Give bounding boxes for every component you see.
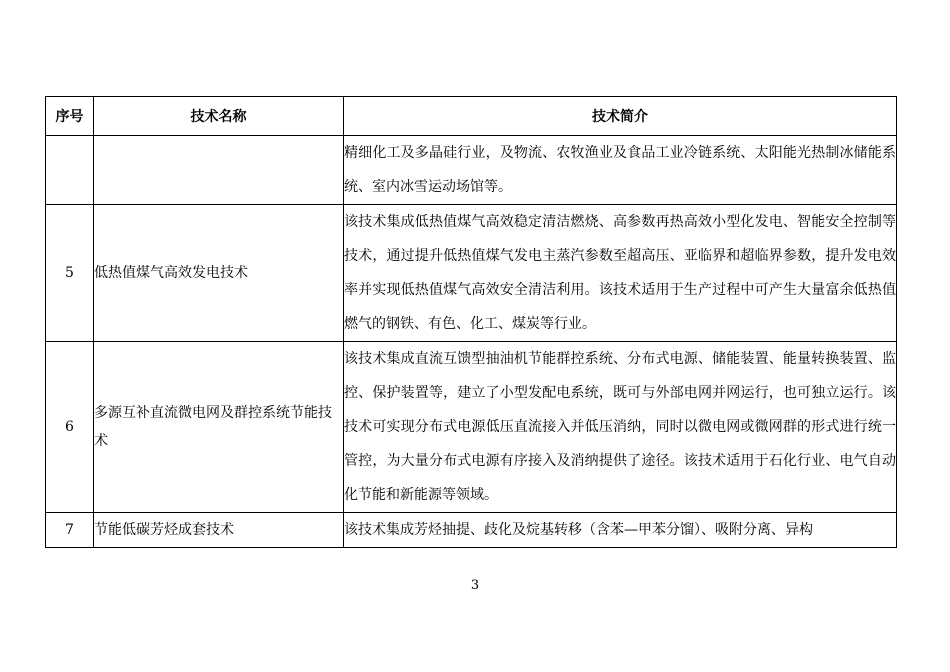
tech-name: 多源互补直流微电网及群控系统节能技术: [94, 342, 344, 513]
header-no: 序号: [46, 97, 94, 136]
row-number: 6: [46, 342, 94, 513]
page-number: 3: [470, 578, 480, 593]
table-row: [46, 513, 897, 548]
tech-description: 该技术集成低热值煤气高效稳定清洁燃烧、高参数再热高效小型化发电、智能安全控制等技术，通过提升低热值煤气发电主蒸汽参数至超高压、亚临界和超临界参数，提升发电效率并实现低热值煤气高效安全清洁利用。该技术适用于生产过程中可产生大量富余低热值燃气的钢铁、有色、化工、煤炭等行业。: [344, 205, 897, 342]
tech-name: 低热值煤气高效发电技术: [94, 205, 344, 342]
tech-description: 精细化工及多晶硅行业，及物流、农牧渔业及食品工业冷链系统、太阳能光热制冰储能系统、室内冰雪运动场馆等。: [344, 136, 897, 205]
tech-description: 该技术集成芳烃抽提、歧化及烷基转移（含苯—甲苯分馏）、吸附分离、异构: [344, 513, 897, 548]
tech-description: 该技术集成直流互馈型抽油机节能群控系统、分布式电源、储能装置、能量转换装置、监控、保护装置等，建立了小型发配电系统，既可与外部电网并网运行，也可独立运行。该技术可实现分布式电源低压直流接入并低压消纳，同时以微电网或微网群的形式进行统一管控，为大量分布式电源有序接入及消纳提供了途径。该技术适用于石化行业、电气自动化节能和新能源等领域。: [344, 342, 897, 513]
table-row: [46, 136, 897, 205]
table-row: [46, 205, 897, 342]
header-name: 技术名称: [94, 97, 344, 136]
technology-table: [45, 96, 897, 548]
tech-name: [94, 136, 344, 205]
header-desc: 技术简介: [344, 97, 897, 136]
row-number: [46, 136, 94, 205]
tech-name: 节能低碳芳烃成套技术: [94, 513, 344, 548]
row-number: 5: [46, 205, 94, 342]
table-header-row: [46, 97, 897, 136]
table-row: [46, 342, 897, 513]
row-number: 7: [46, 513, 94, 548]
